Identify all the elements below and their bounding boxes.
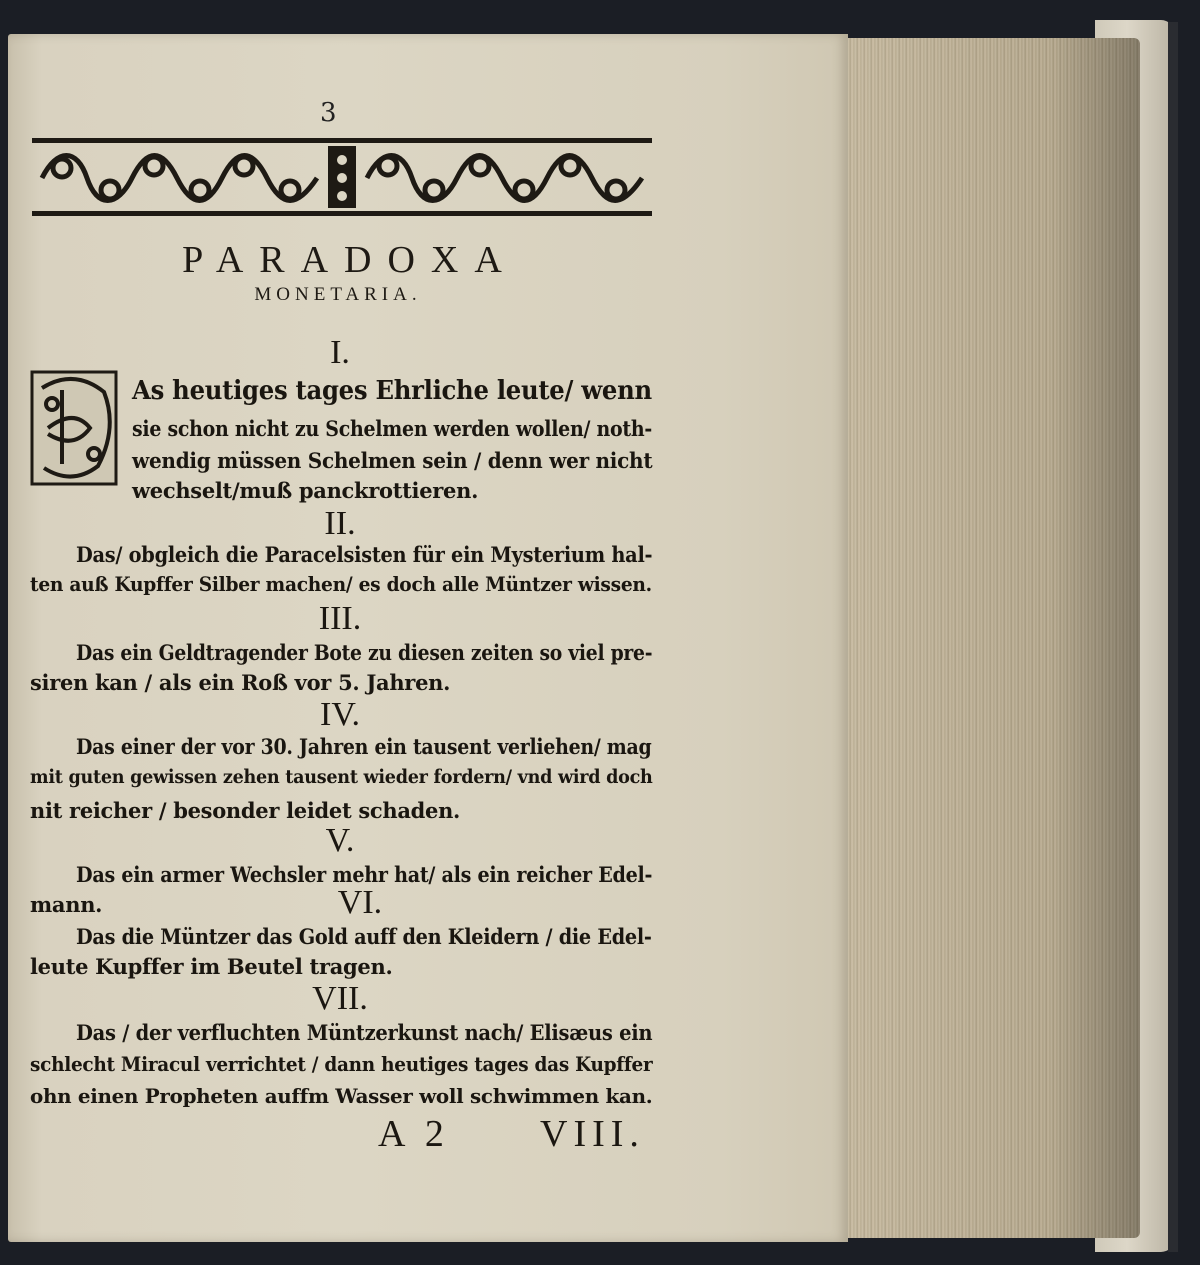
signature-mark: A 2	[378, 1113, 450, 1155]
text-line: nit reicher / besonder leidet schaden.	[30, 798, 461, 823]
section-numeral: V.	[325, 822, 355, 859]
cover-edge-shadow	[1168, 22, 1178, 1252]
show-through-text	[70, 280, 76, 302]
section-numeral: I.	[330, 334, 350, 371]
section-numeral: II.	[324, 505, 356, 542]
page-title: PARADOXA	[182, 239, 518, 281]
text-line: Das / der verfluchten Müntzerkunst nach/ Elisæus ein	[76, 1020, 653, 1045]
catchword: VIII.	[540, 1113, 645, 1155]
text-line: schlecht Miracul verrichtet / dann heutiges tages das Kupffer	[30, 1052, 653, 1076]
text-line: Das einer der vor 30. Jahren ein tausent verliehen/ mag	[76, 734, 652, 759]
text-line: Das/ obgleich die Paracelsisten für ein Mysterium hal-	[76, 542, 653, 567]
text-line: leute Kupffer im Beutel tragen.	[30, 954, 393, 979]
section-numeral: VI.	[337, 884, 383, 921]
page-subtitle: MONETARIA.	[254, 284, 422, 305]
text-line: mit guten gewissen zehen tausent wieder fordern/ vnd wird doch	[30, 766, 653, 788]
text-line: As heutiges tages Ehrliche leute/ wenn	[132, 376, 652, 406]
text-line: wendig müssen Schelmen sein / denn wer nicht	[132, 448, 653, 473]
decorative-headpiece	[32, 138, 652, 216]
text-line: Das die Müntzer das Gold auff den Kleidern / die Edel-	[76, 924, 652, 949]
text-line: Das ein armer Wechsler mehr hat/ als ein reicher Edel-	[76, 862, 653, 887]
text-line: siren kan / als ein Roß vor 5. Jahren.	[30, 670, 451, 695]
section-numeral: IV.	[320, 696, 360, 733]
decorated-initial	[28, 368, 120, 488]
text-line: wechselt/muß panckrottieren.	[132, 478, 479, 503]
page-fore-edge	[840, 38, 1140, 1238]
text-line: mann.	[30, 892, 103, 917]
section-numeral: III.	[318, 600, 362, 637]
text-line: sie schon nicht zu Schelmen werden wollen/ noth-	[132, 416, 652, 441]
text-line: ten auß Kupffer Silber machen/ es doch alle Müntzer wissen.	[30, 572, 652, 596]
page-number: 3	[320, 98, 337, 128]
text-line: ohn einen Propheten auffm Wasser woll schwimmen kan.	[30, 1084, 653, 1108]
section-numeral: VII.	[312, 980, 368, 1017]
text-line: Das ein Geldtragender Bote zu diesen zeiten so viel pre-	[76, 640, 653, 665]
